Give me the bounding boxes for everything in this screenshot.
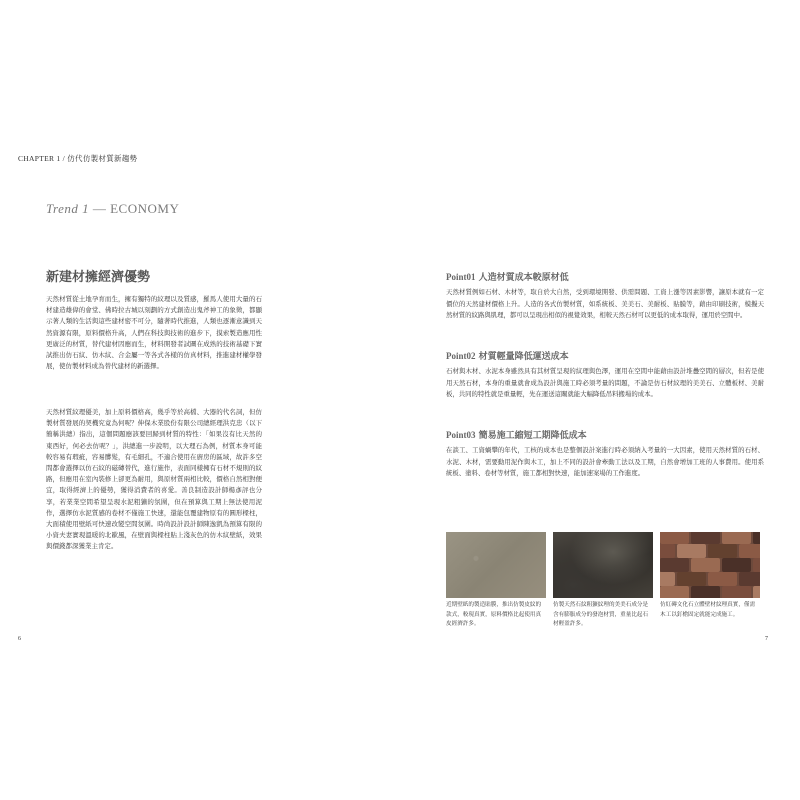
brick-block xyxy=(677,572,706,586)
point-02-heading: 材質輕量降低運送成本 xyxy=(478,352,569,362)
point-01-title xyxy=(446,270,569,283)
brick-block xyxy=(660,586,689,598)
point-02-label: Point02 xyxy=(446,351,476,361)
brick-texture-swatch xyxy=(660,532,760,598)
brick-block xyxy=(753,586,760,598)
point-03-label: Point03 xyxy=(446,430,476,440)
brick-block xyxy=(660,558,689,572)
page-number-left: 6 xyxy=(18,636,21,642)
point-01-label: Point01 xyxy=(446,272,476,282)
brick-block xyxy=(739,572,760,586)
brick-block xyxy=(722,532,751,544)
leather-texture-swatch xyxy=(446,532,546,598)
brick-block xyxy=(691,532,720,544)
point-03-heading: 簡易施工縮短工期降低成本 xyxy=(478,431,587,441)
point-03-body: 在談工、工資蝸攀的年代，工核的成本也是整個設計案進行時必須納入考量的一大因素，使用天然材質的石材、水泥、木材，需要動用泥作與木工，加上不同的設計會牽動工法以及工期，自然會增加工班的人事費用。使用系統板、塗料、卷材等材質，施工都相對快速，能加速案場的工作進度。 xyxy=(446,446,764,477)
point-02-title xyxy=(446,349,569,362)
brick-block xyxy=(677,544,706,558)
brick-block xyxy=(722,586,751,598)
trend-dash: — xyxy=(89,201,111,216)
trend-heading xyxy=(46,201,179,217)
point-01-heading: 人造材質成本較原材低 xyxy=(478,273,569,283)
chapter-header: CHAPTER 1 / 仿代仿製材質新趨勢 xyxy=(18,154,138,163)
brick-block xyxy=(660,544,675,558)
body-paragraph-1: 天然材質從土地孕育而生，擁有獨特的紋理以及質感，羅馬人使用大量的石材建造雄偉的會堂、佛時拉古城以刻劃的方式創造出鬼斧神工的象徵，都顯示著人類的生活與這些建材密不可分，隨著時代推進，人類也逐漸意識到天然資源有限，原料價格升高，人們在科技與技術的進步下，摸索製造應用性更廣泛的材質，替代建材因應而生，材料開發者試圖在成熟的技術基礎下實試推出仿石紋、仿木紋、合金屬一等各式各樣的仿真材料，推進建材權學發展，使仿製材料成為替代建材的新選擇。 xyxy=(46,295,262,371)
brick-block xyxy=(660,532,689,544)
point-02-body: 石材與木材、水泥本身雖然具有其材質呈現的紋理與色澤，運用在空間中能藉由設計堆疊空間的層次，但若是使用天然石材，本身的重量就會成為設計與施工時必須考量的問題，不論是仿石材紋理的美美石、立體板材、美耐板，共同的特性就是重量輕，先在運送這關就能大幅降低吊料搬場的成本。 xyxy=(446,367,764,398)
page-number-right: 7 xyxy=(765,636,768,642)
brick-block xyxy=(708,544,737,558)
swatch-caption-3: 仿紅磚文化石立體壁材紋理真實，僅需木工以釘槍固定就能完成施工。 xyxy=(660,602,756,618)
trend-prefix: Trend 1 xyxy=(46,201,90,216)
brick-block xyxy=(691,586,720,598)
trend-name: ECONOMY xyxy=(110,201,180,216)
point-03-title xyxy=(446,428,587,441)
brick-block xyxy=(739,544,760,558)
swatch-caption-2: 仿製天然石紋粗獷紋理的美美石成分是含有膨脹成分的發泡材質，重量比起石材輕盈許多。 xyxy=(553,602,649,627)
brick-block xyxy=(708,572,737,586)
brick-block xyxy=(691,558,720,572)
brick-block xyxy=(753,558,760,572)
section-title: 新建材擁經濟優勢 xyxy=(46,270,151,285)
brick-block xyxy=(753,532,760,544)
brick-block xyxy=(722,558,751,572)
stone-texture-swatch xyxy=(553,532,653,598)
swatch-caption-1: 近期壁紙的製造貼膜，推出仿製皮紋的款式，較現真實，原料價格比起使用真皮經濟許多。 xyxy=(446,602,542,627)
brick-block xyxy=(660,572,675,586)
point-01-body: 天然材質例如石材、木材等，取自於大自然，受到環境開發、供需問題、工資上漲等因素影響，讓原本就有一定價位的天然建材價格上升。人造的各式仿製材質，如系統板、美美石、美耐板、貼膜等，藉由印刷技術，模擬天然材質的紋路與肌理，都可以呈現出相似的視覺效果，相較天然石材可以更低的成本取得，運用於空間中。 xyxy=(446,288,764,319)
body-paragraph-2: 天然材質紋理優美，加上原料價格高，幾乎等於高檔、大器的代名詞，但仿製材質發展的契機究竟為何呢？伸保木業股份有限公司總經理洪克忠（以下簡稱洪總）指出，這個問題應該要回歸到材質的特性：「如果沒有比天然的東西好，何必去仿呢？」，洪總進一步說明，以大理石為例，材質本身可能較容易有瑕疵，容易髒髮，有毛細孔，不適合使用在廚房的區域，故許多空間都會選擇以仿石紋的磁磚替代，進行施作，表面同樣擁有石材不規則的紋路，但應用在室內裝修上卻更為耐用，與原材質兩相比較，價格自然相對便宜，取得經濟上的優勢，獲得消費者的喜愛。善良制造設計師楊彥評也分享，若業業空間希望呈現水泥粗獷的氛圍，但在預算與工期上無法使用泥作，選擇仿水泥質感的卷材不僅施工快速，還能包覆建物原有的圓形樑柱，大面積使用壁紙可快速改變空間氛圍。時尚設計設計師陳逸凱為預算有限的小資夫妻實現溫暖的北歐風，在壁面與樑柱貼上淺灰色的仿木紋壁紙，效果與價錢都深獲業主肯定。 xyxy=(46,408,262,551)
